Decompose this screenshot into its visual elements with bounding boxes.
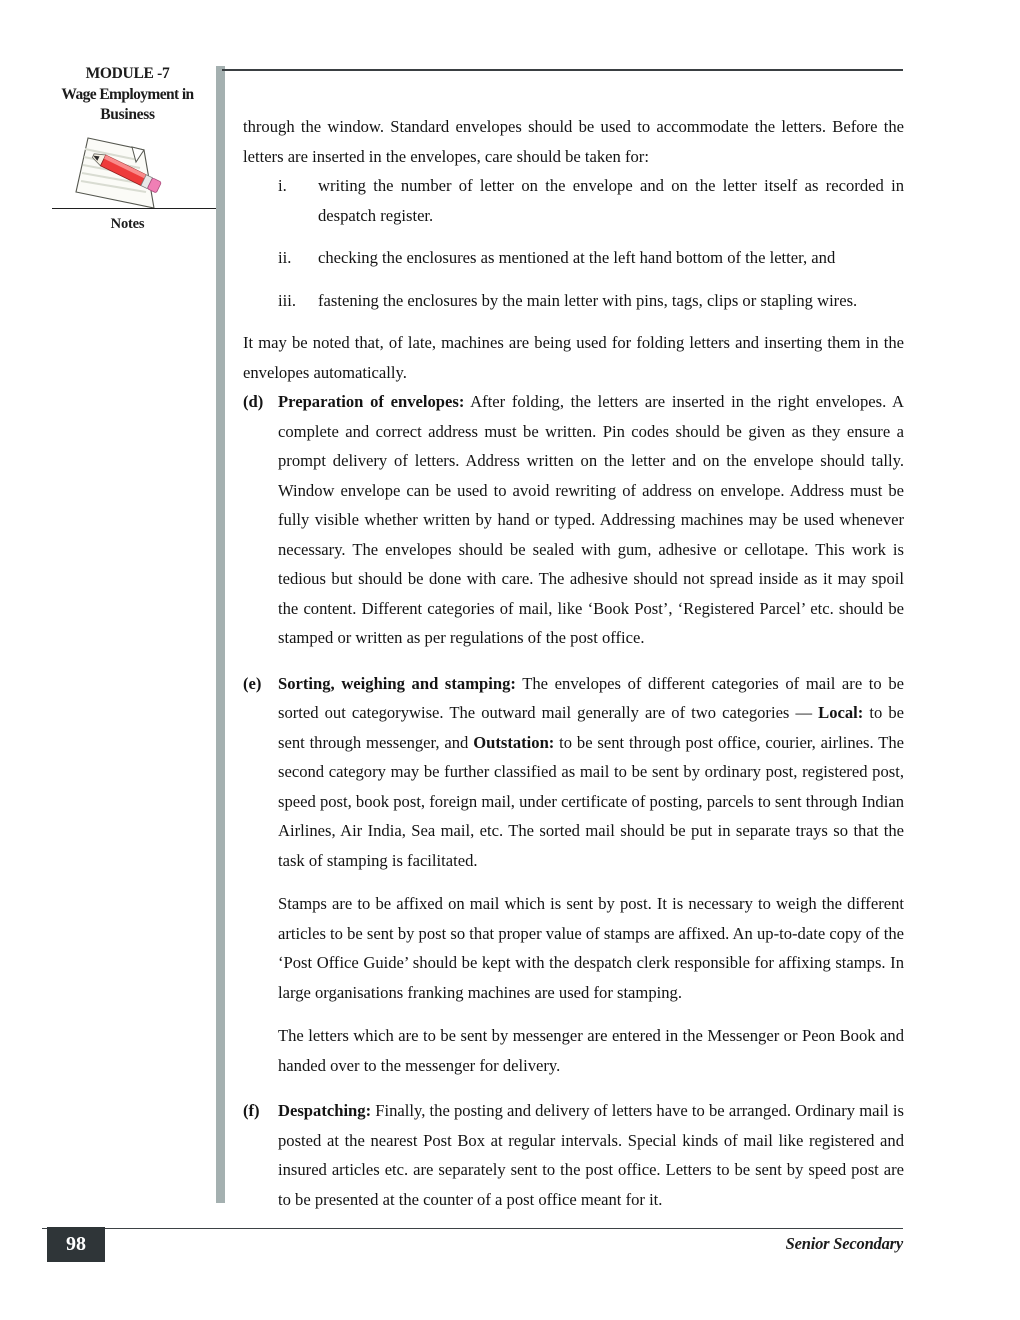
messenger-paragraph: The letters which are to be sent by messenger are entered in the Messenger or Peon Book and handed over to the messenger for delivery. [278, 1026, 904, 1075]
item-body-e-part2: to be sent through messenger, and [278, 703, 904, 752]
page-number-badge: 98 [47, 1227, 105, 1262]
list-item [278, 171, 904, 230]
notes-label: Notes [110, 216, 145, 232]
item-body-e-part3: to be sent through post office, courier, airlines. The second category may be further classified as mail to be sent by ordinary post, registered post, speed post, book post, foreign mail, under certificate of posting, parcels to sent through Indian Airlines, Air India, Sea mail, etc. The sorted mail should be put in separate trays so that the task of stamping is facilitated. [278, 732, 904, 870]
item-heading-f: Despatching: [278, 1101, 372, 1120]
item-inline-bold-local: Local: [818, 703, 864, 722]
list-item [278, 286, 904, 316]
module-title-line-1: Wage Employment in [61, 85, 194, 103]
module-number-line: MODULE -7 [85, 65, 170, 82]
footer-rule [42, 1228, 903, 1229]
item-marker-e: (e) [243, 673, 262, 693]
lettered-item-f [243, 1096, 904, 1214]
list-marker: i. [278, 176, 287, 195]
list-item-text: fastening the enclosures by the main letter with pins, tags, clips or stapling wires. [318, 290, 858, 310]
lettered-item-e [243, 669, 904, 1081]
item-inline-bold-outstation: Outstation: [473, 732, 555, 752]
stamps-paragraph: Stamps are to be affixed on mail which is sent by post. It is necessary to weigh the different articles to be sent by post so that proper value of stamps are affixed. An up-to-date copy of the ‘Post Office Guide’ should be kept with the despatch clerk responsible for affixing stamps. In large organisations franking machines are used for stamping. [278, 894, 904, 1002]
item-body-d: After folding, the letters are inserted in the right envelopes. A complete and correct address must be written. Pin codes should be given as they ensure a prompt delivery of letters. Address written on the letter and on the envelope should tally. Window envelope can be used to avoid rewriting of address on envelope. Address must be fully visible whether written by hand or typed. Addressing machines may be used whenever necessary. The envelopes should be sealed with gum, adhesive or cellotape. This work is tedious but should be done with care. The adhesive should not spread inside as it may spoil the content. Different categories of mail, like ‘Book Post’, ‘Registered Parcel’ etc. should be stamped or written as per regulations of the post office. [278, 392, 904, 647]
list-item-text: writing the number of letter on the envelope and on the letter itself as recorded in despatch register. [318, 176, 904, 225]
roman-numeral-list [243, 171, 904, 315]
item-heading-e: Sorting, weighing and stamping: [278, 673, 516, 693]
item-marker-f: (f) [243, 1101, 260, 1120]
vertical-divider-bar [216, 66, 225, 1203]
footer-book-level: Senior Secondary [785, 1234, 903, 1253]
main-text-column [243, 112, 904, 1230]
lettered-item-d [243, 387, 904, 653]
top-horizontal-rule [222, 69, 903, 71]
item-body-f: Finally, the posting and delivery of letters have to be arranged. Ordinary mail is posted at the nearest Post Box at regular intervals. Special kinds of mail like registered and insured articles etc. are separately sent to the post office. Letters to be sent by speed post are to be presented at the counter of a post office meant for it. [278, 1101, 904, 1209]
list-item [278, 243, 904, 273]
module-sidebar [40, 64, 215, 232]
notepad-pencil-icon [40, 132, 215, 204]
item-body-e-part1: The envelopes of different categories of mail are to be sorted out categorywise. The outward mail generally are of two categories — [278, 673, 904, 722]
module-title-line-2: Business [100, 106, 155, 123]
machines-paragraph: It may be noted that, of late, machines are being used for folding letters and inserting them in the envelopes automatically. [243, 333, 904, 382]
module-heading [40, 64, 215, 126]
list-marker: iii. [278, 290, 296, 310]
notes-divider-rule [52, 208, 220, 209]
item-heading-d: Preparation of envelopes: [278, 392, 465, 411]
intro-paragraph: through the window. Standard envelopes should be used to accommodate the letters. Before the letters are inserted in the envelopes, care should be taken for: [243, 117, 904, 166]
item-marker-d: (d) [243, 392, 264, 411]
list-item-text: checking the enclosures as mentioned at the left hand bottom of the letter, and [318, 248, 836, 267]
list-marker: ii. [278, 248, 292, 267]
